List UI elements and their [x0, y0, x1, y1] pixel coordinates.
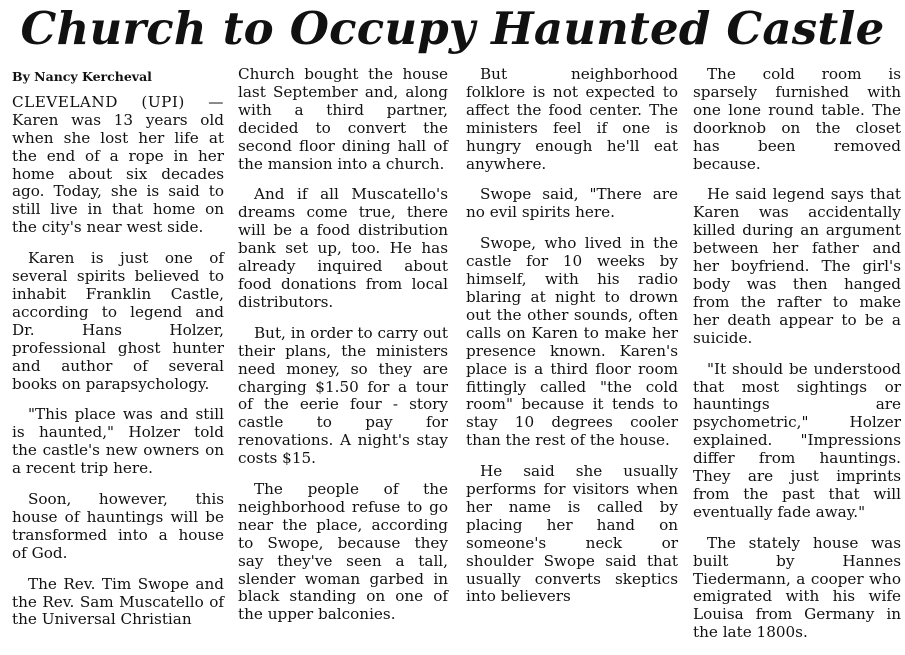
article-paragraph: The stately house was built by Hannes Tiedermann, a cooper who emigrated with his wife Louisa from Germany in the late 1800s. [693, 533, 901, 642]
article-column-2 [238, 66, 448, 637]
article-column-4 [693, 66, 901, 655]
article-paragraph: "This place was and still is haunted," Holzer told the castle's new owners on a recent trip here. [12, 405, 224, 478]
article-paragraph: Swope, who lived in the castle for 10 weeks by himself, with his radio blaring at night to drown out the other sounds, often calls on Karen to make her presence known. Karen's place is a third floor room fittingly called "the cold room" because it tends to stay 10 degrees cooler than the rest of the house. [466, 234, 678, 450]
headline: Church to Occupy Haunted Castle [20, 2, 885, 55]
article-paragraph: Swope said, "There are no evil spirits here. [466, 185, 678, 222]
article-column-1 [12, 66, 224, 642]
article-paragraph: The cold room is sparsely furnished with one lone round table. The doorknob on the closet has been removed because. [693, 65, 901, 173]
article-paragraph: The people of the neighborhood refuse to go near the place, according to Swope, because they say they've seen a tall, slender woman garbed in black standing on one of the upper balconies. [238, 480, 448, 624]
article-column-3 [466, 66, 678, 619]
dateline: CLEVELAND (UPI) — [12, 92, 224, 111]
article-paragraph: Soon, however, this house of hauntings will be transformed into a house of God. [12, 490, 224, 562]
article-paragraph: And if all Muscatello's dreams come true, there will be a food distribution bank set up, too. He has already inquired about food donations from local distributors. [238, 185, 448, 311]
article-paragraph: He said she usually performs for visitors when her name is called by placing her hand on someone's neck or shoulder Swope said that usually converts skeptics into believers [466, 462, 678, 606]
byline: By Nancy Kercheval [12, 69, 152, 84]
article-paragraph: Church bought the house last September and, along with a third partner, decided to convert the second floor dining hall of the mansion into a church. [238, 65, 448, 173]
article-paragraph: He said legend says that Karen was accidentally killed during an argument between her father and her boyfriend. The girl's body was then hanged from the rafter to make her death appear to be a suicide. [693, 185, 901, 347]
article-paragraph [12, 94, 224, 237]
article-paragraph: But, in order to carry out their plans, the ministers need money, so they are charging $1.50 for a tour of the eerie four - story castle to pay for renovations. A night's stay costs $15. [238, 323, 448, 468]
article-paragraph: The Rev. Tim Swope and the Rev. Sam Muscatello of the Universal Christian [12, 574, 224, 629]
paragraph-text: Karen was 13 years old when she lost her life at the end of a rope in her home about six decades ago. Today, she is said to still live in that home on the city's near west side. [12, 110, 224, 237]
article-paragraph: Karen is just one of several spirits believed to inhabit Franklin Castle, according to legend and Dr. Hans Holzer, professional ghost hunter and author of several books on parapsychology. [12, 249, 224, 393]
article-paragraph: "It should be understood that most sightings or hauntings are psychometric," Holzer explained. "Impressions differ from hauntings. They are just imprints from the past that will eventually fade away." [693, 359, 901, 521]
article-paragraph: But neighborhood folklore is not expected to affect the food center. The ministers feel if one is hungry enough he'll eat anywhere. [466, 65, 678, 173]
